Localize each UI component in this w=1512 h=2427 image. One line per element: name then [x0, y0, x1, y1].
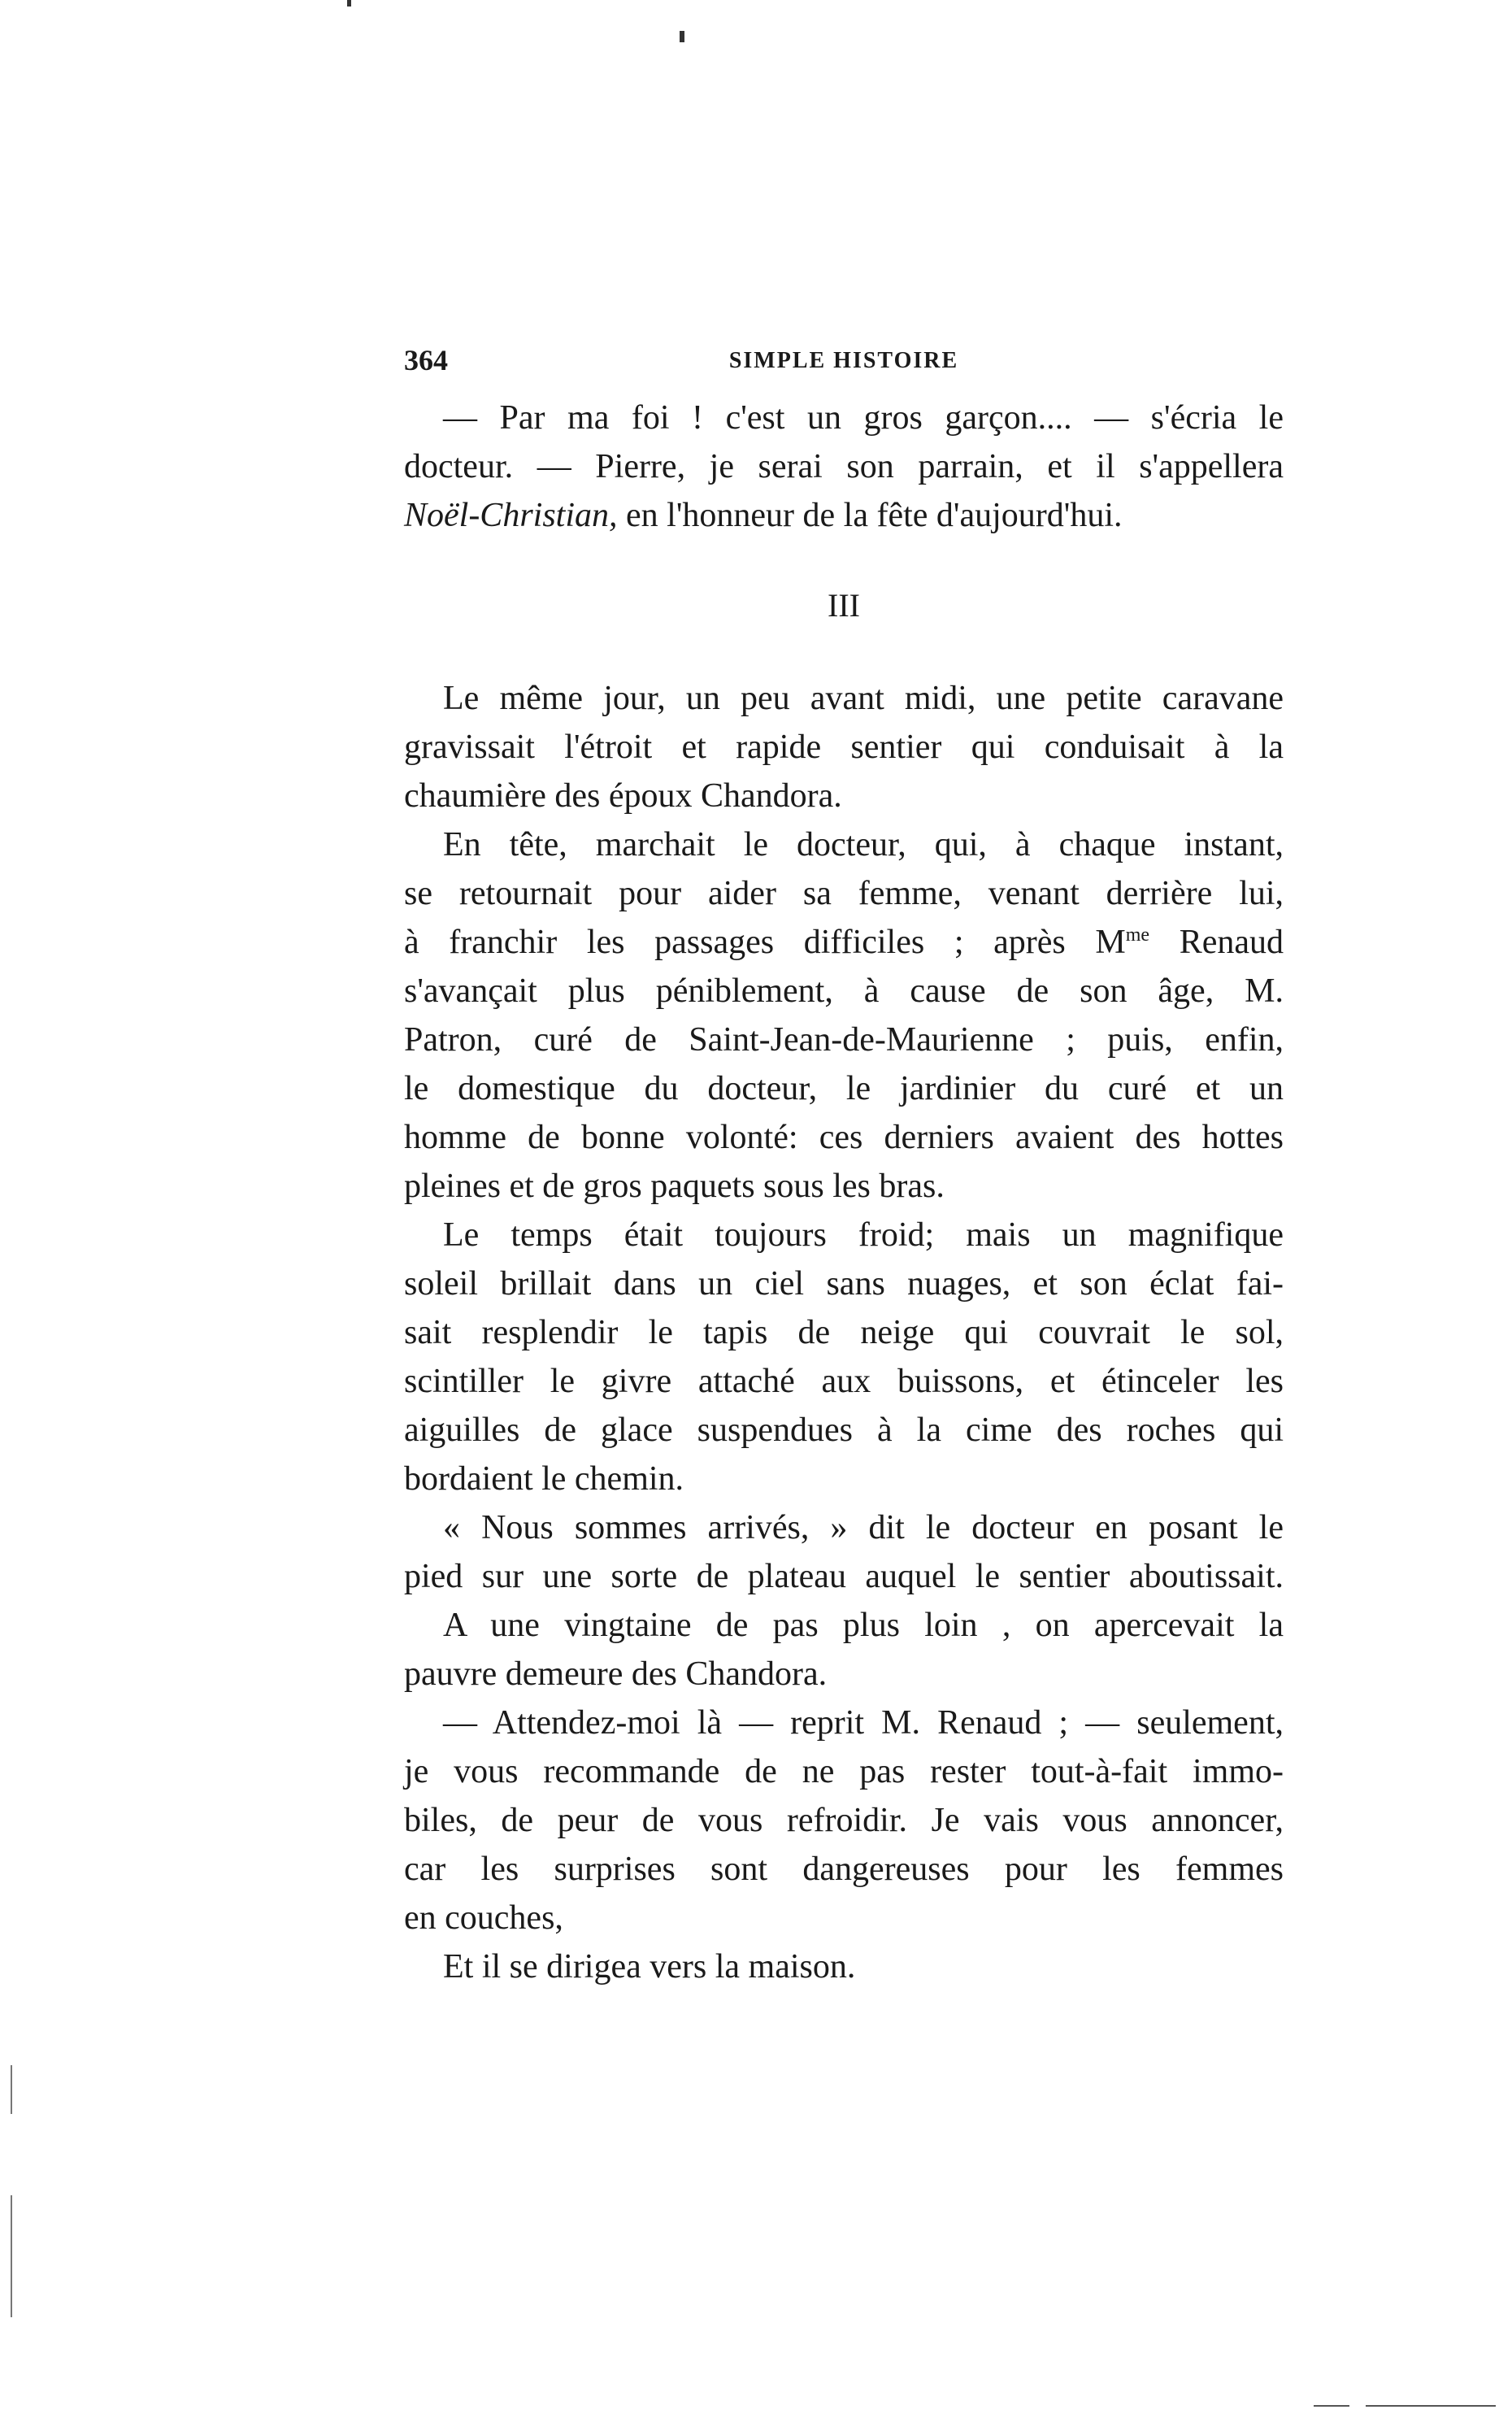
- text-line: aiguilles de glace suspendues à la cime des roches qui: [404, 1411, 1284, 1449]
- text-line: gravissait l'étroit et rapide sentier qui conduisait à la: [404, 729, 1284, 766]
- running-title: SIMPLE HISTOIRE: [728, 348, 959, 373]
- scan-speck: [347, 0, 351, 7]
- text-line: « Nous sommes arrivés, » dit le docteur en posant le: [443, 1509, 1284, 1546]
- text-line: En tête, marchait le docteur, qui, à chaque instant,: [443, 826, 1284, 863]
- text-line: — Par ma foi ! c'est un gros garçon.... — s'écria le: [443, 399, 1284, 437]
- text-line: Et il se dirigea vers la maison.: [443, 1948, 856, 1986]
- text-line: chaumière des époux Chandora.: [404, 777, 842, 815]
- text-line: je vous recommande de ne pas rester tout-à-fait immo-: [404, 1753, 1284, 1790]
- text-run: en l'honneur de la fête d'aujourd'hui.: [617, 497, 1123, 534]
- text-line: [404, 918, 1284, 967]
- scan-margin-mark: [11, 2195, 12, 2317]
- scan-footer-rule: [1314, 2405, 1349, 2407]
- text-line: [404, 491, 1284, 540]
- page-number: 364: [404, 344, 448, 376]
- scan-speck: [680, 31, 684, 42]
- italic-name: Noël-Christian,: [404, 497, 618, 534]
- text-line: en couches,: [404, 1899, 563, 1937]
- text-line: — Attendez-moi là — reprit M. Renaud ; — seulement,: [443, 1704, 1284, 1742]
- scan-margin-mark: [11, 2065, 12, 2114]
- text-line: pied sur une sorte de plateau auquel le sentier aboutissait.: [404, 1558, 1284, 1595]
- text-line: le domestique du docteur, le jardinier du curé et un: [404, 1070, 1284, 1107]
- text-run: Renaud: [1149, 924, 1284, 961]
- text-line: A une vingtaine de pas plus loin , on apercevait la: [443, 1607, 1284, 1644]
- text-line: Le même jour, un peu avant midi, une petite caravane: [443, 680, 1284, 717]
- text-line: pauvre demeure des Chandora.: [404, 1655, 828, 1693]
- superscript: me: [1125, 924, 1150, 946]
- page-header: [404, 343, 1284, 385]
- text-line: Le temps était toujours froid; mais un magnifique: [443, 1216, 1284, 1254]
- text-line: s'avançait plus péniblement, à cause de son âge, M.: [404, 972, 1284, 1010]
- text-line: se retournait pour aider sa femme, venant derrière lui,: [404, 875, 1284, 912]
- section-title: III: [828, 587, 860, 624]
- text-line: soleil brillait dans un ciel sans nuages, et son éclat fai-: [404, 1265, 1284, 1303]
- text-run: à franchir les passages difficiles ; après M: [404, 924, 1126, 961]
- text-line: Patron, curé de Saint-Jean-de-Maurienne ; puis, enfin,: [404, 1021, 1284, 1059]
- text-line: scintiller le givre attaché aux buissons, et étinceler les: [404, 1363, 1284, 1400]
- text-line: homme de bonne volonté: ces derniers avaient des hottes: [404, 1119, 1284, 1156]
- scan-footer-rule: [1366, 2405, 1496, 2407]
- text-line: sait resplendir le tapis de neige qui couvrait le sol,: [404, 1314, 1284, 1351]
- text-line: biles, de peur de vous refroidir. Je vais vous annoncer,: [404, 1802, 1284, 1839]
- text-line: docteur. — Pierre, je serai son parrain, et il s'appellera: [404, 448, 1284, 485]
- text-line: pleines et de gros paquets sous les bras.: [404, 1168, 945, 1205]
- text-line: car les surprises sont dangereuses pour les femmes: [404, 1851, 1284, 1888]
- text-line: bordaient le chemin.: [404, 1460, 684, 1498]
